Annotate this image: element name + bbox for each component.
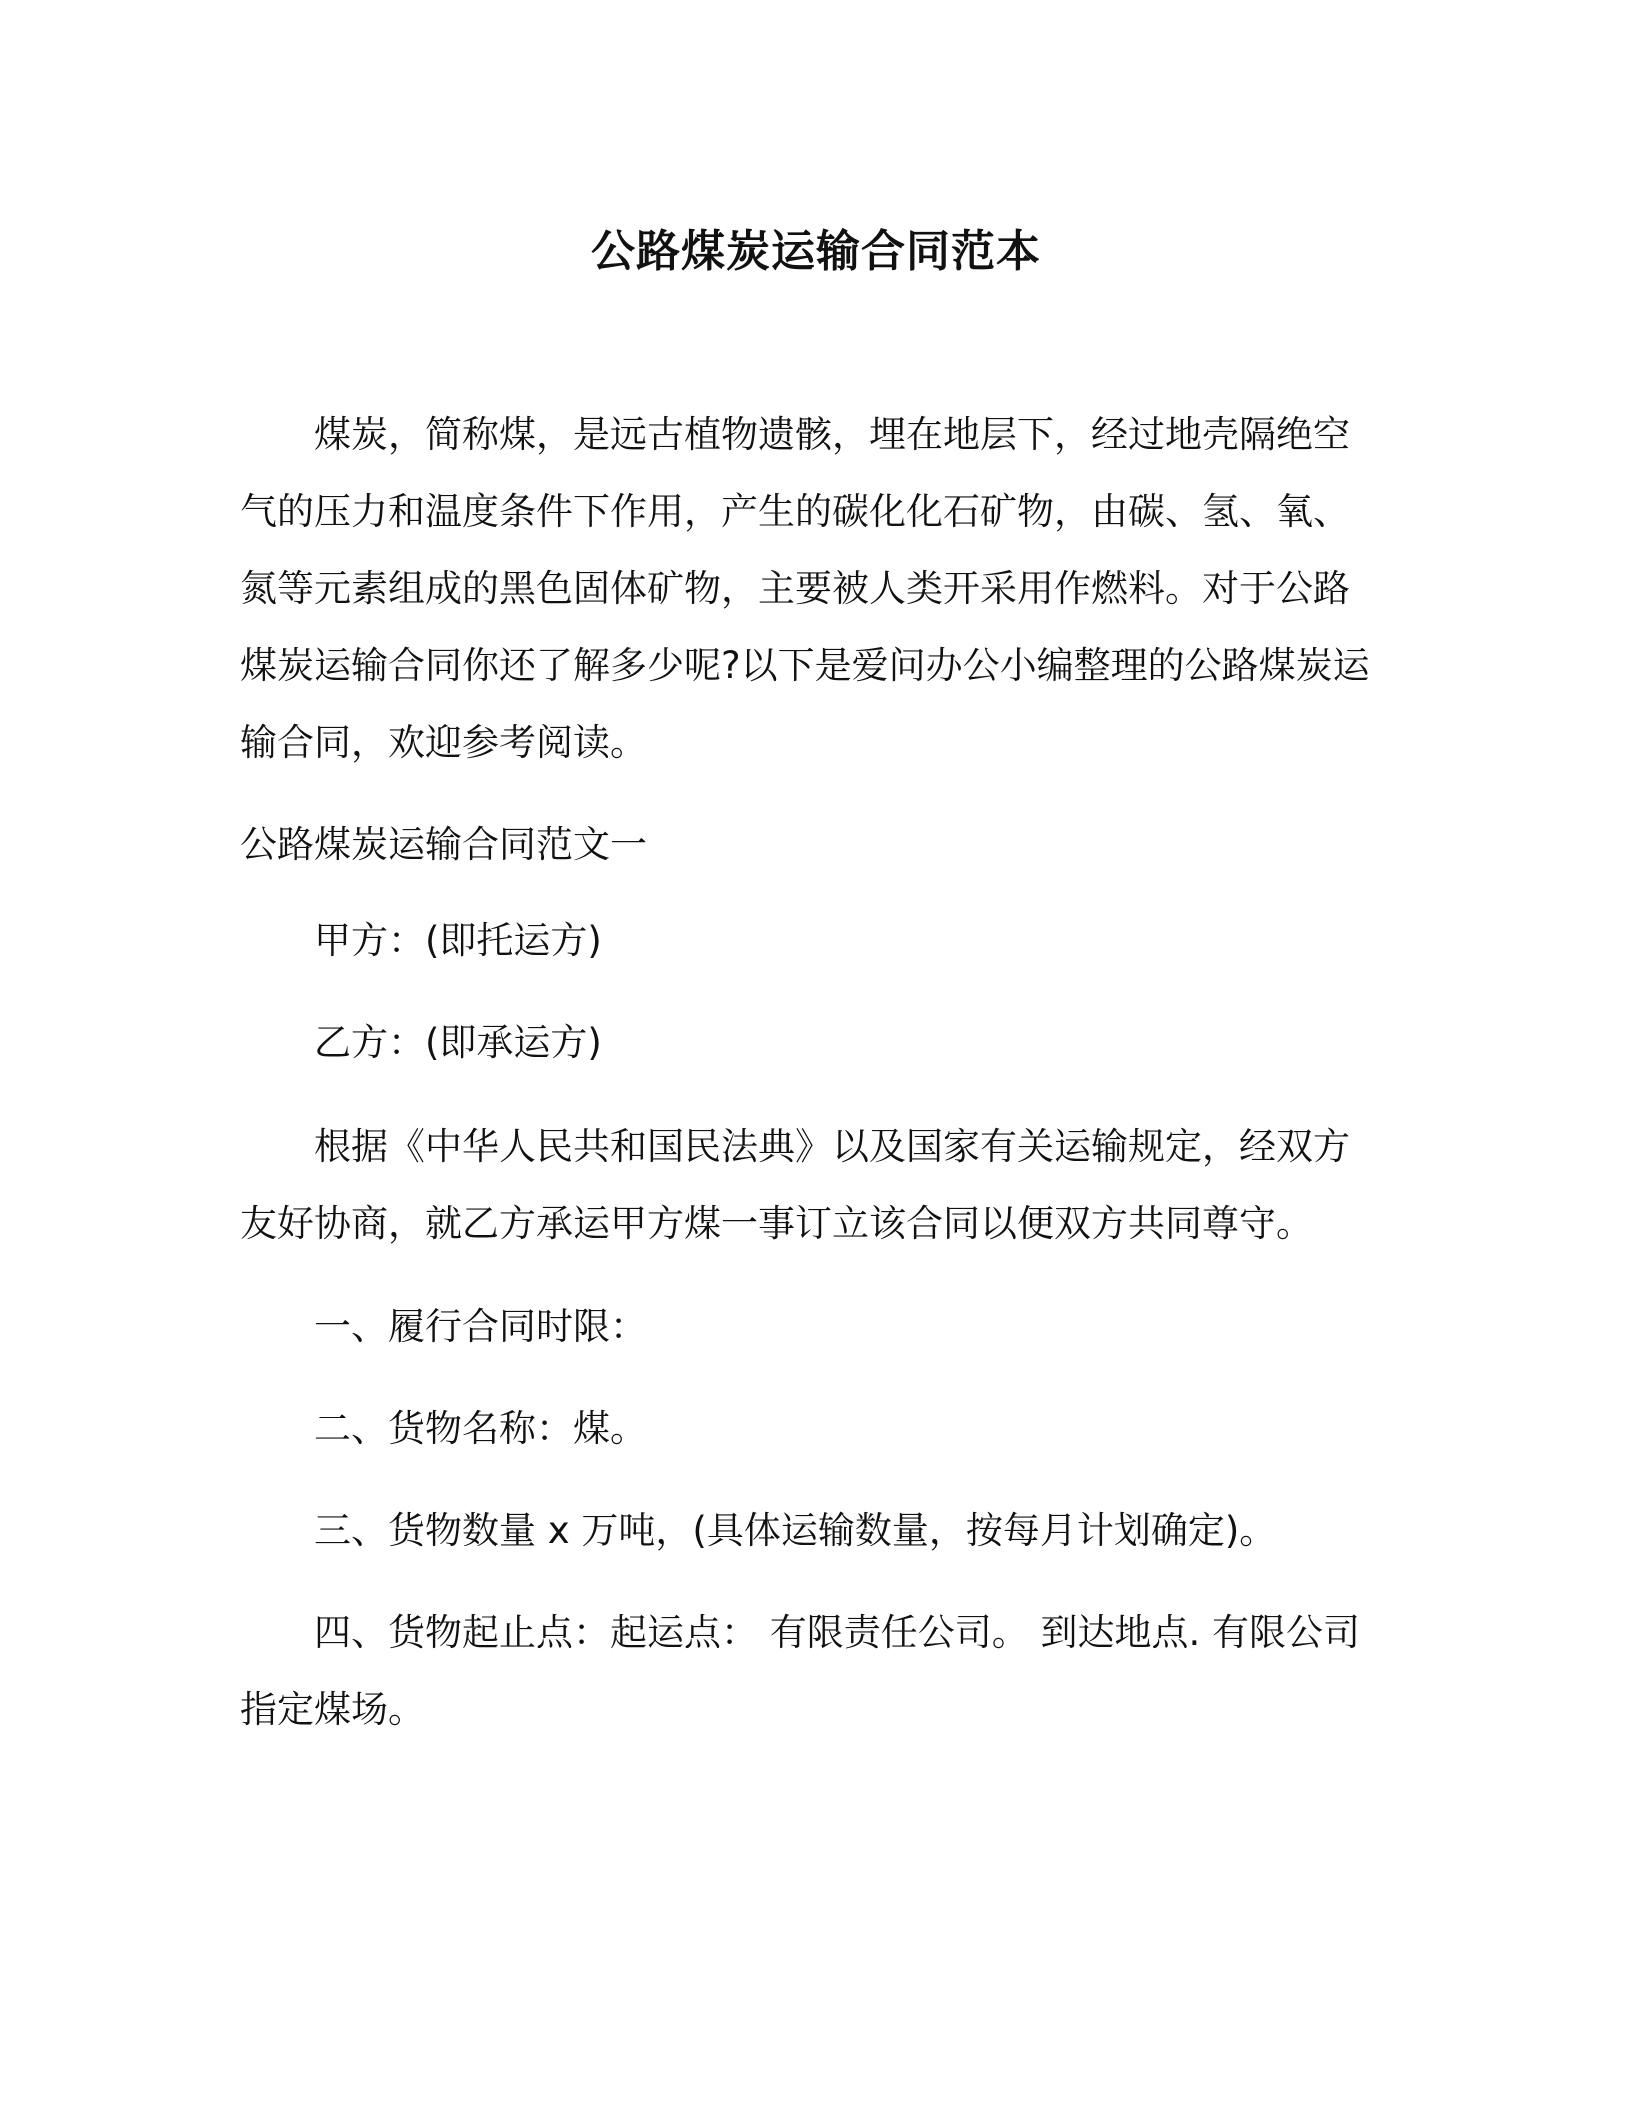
intro-line: 输合同，欢迎参考阅读。 bbox=[240, 721, 647, 764]
party-a-line: 甲方：(即托运方) bbox=[314, 919, 602, 962]
intro-line: 煤炭运输合同你还了解多少呢?以下是爱问办公小编整理的公路煤炭运 bbox=[240, 644, 1370, 687]
clause-2: 二、货物名称：煤。 bbox=[314, 1407, 647, 1450]
party-b-line: 乙方：(即承运方) bbox=[314, 1021, 602, 1064]
section-heading: 公路煤炭运输合同范文一 bbox=[240, 823, 647, 866]
clause-4 bbox=[240, 1594, 1390, 1748]
clause-3: 三、货物数量 x 万吨，(具体运输数量，按每月计划确定)。 bbox=[314, 1509, 1277, 1552]
document-title: 公路煤炭运输合同范本 bbox=[591, 226, 1041, 277]
basis-line: 友好协商，就乙方承运甲方煤一事订立该合同以便双方共同尊守。 bbox=[240, 1202, 1313, 1245]
clause-4-line: 四、货物起止点：起运点： 有限责任公司。 到达地点. 有限公司 bbox=[314, 1611, 1361, 1654]
clause-1: 一、履行合同时限： bbox=[314, 1305, 647, 1348]
intro-line: 氮等元素组成的黑色固体矿物，主要被人类开采用作燃料。对于公路 bbox=[240, 567, 1350, 610]
intro-line: 气的压力和温度条件下作用，产生的碳化化石矿物，由碳、氢、氧、 bbox=[240, 490, 1350, 533]
basis-line: 根据《中华人民共和国民法典》以及国家有关运输规定，经双方 bbox=[314, 1125, 1350, 1168]
intro-paragraph bbox=[240, 396, 1390, 781]
intro-line: 煤炭，简称煤，是远古植物遗骸，埋在地层下，经过地壳隔绝空 bbox=[314, 413, 1350, 456]
clause-4-line: 指定煤场。 bbox=[240, 1688, 425, 1731]
basis-paragraph bbox=[240, 1108, 1390, 1262]
